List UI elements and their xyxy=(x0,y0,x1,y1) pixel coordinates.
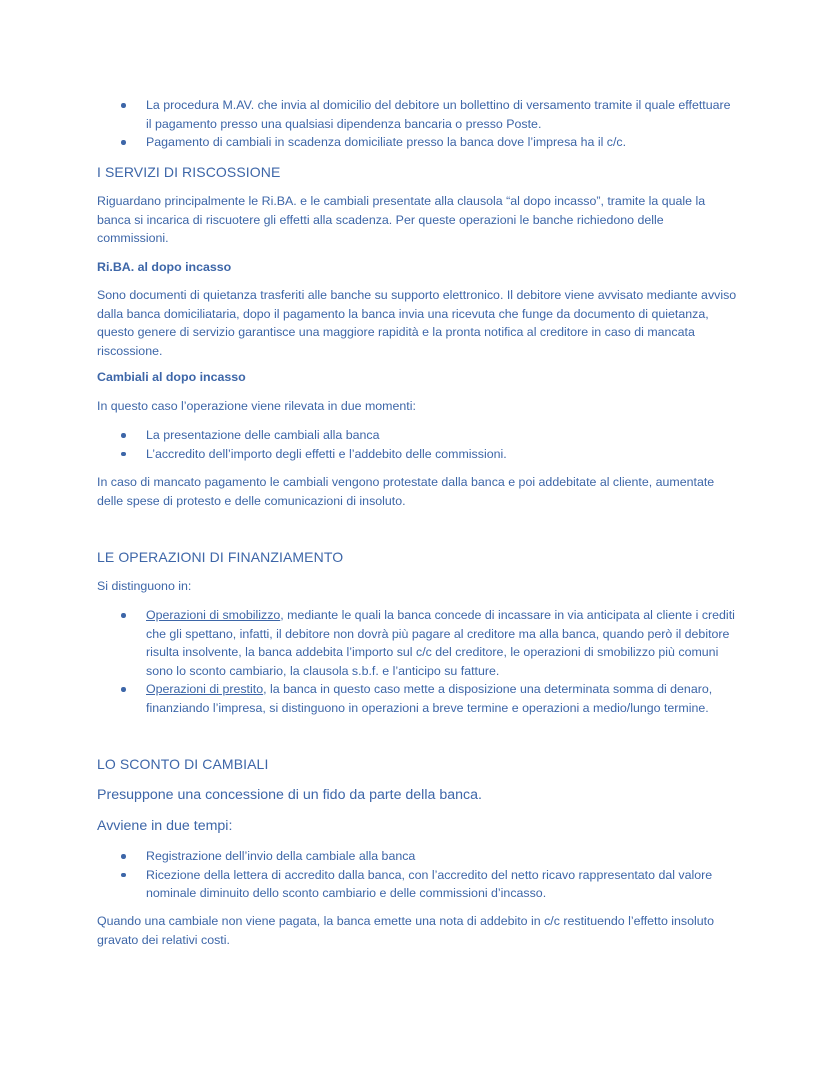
list-item: Pagamento di cambiali in scadenza domiciliate presso la banca dove l’impresa ha il c/c. xyxy=(146,133,736,152)
term-prestito: Operazioni di prestito xyxy=(146,682,264,697)
item-text: , mediante le quali la banca concede di incassare in via anticipata al cliente i crediti che gli spettano, infatti, il debitore non dovrà più pagare al creditore ma alla banca, quando però il debitore risulta insolvente, la banca addebita l’importo sul c/c del creditore, le operazioni di smobilizzo più comuni sono lo sconto cambiario, la clausola s.b.f. e l’anticipo su fatture. xyxy=(146,608,735,678)
item-text: , la banca in questo caso mette a disposizione una determinata somma di denaro, finanziando l’impresa, si distinguono in operazioni a breve termine e operazioni a medio/lungo termine. xyxy=(146,682,713,715)
section-heading-sconto: LO SCONTO DI CAMBIALI xyxy=(97,756,269,772)
list-item: L’accredito dell’importo degli effetti e l’addebito delle commissioni. xyxy=(146,445,736,464)
cambiali-bullet-list xyxy=(146,426,736,463)
finanziamento-intro-paragraph: Si distinguono in: xyxy=(97,579,192,593)
cambiali-outro-paragraph: In caso di mancato pagamento le cambiali vengono protestate dalla banca e poi addebitate al cliente, aumentate delle spese di protesto e delle comunicazioni di insoluto. xyxy=(97,475,715,508)
riba-paragraph: Sono documenti di quietanza trasferiti alle banche su supporto elettronico. Il debitore viene avvisato mediante avviso dalla banca domiciliataria, dopo il pagamento la banca invia una ricevuta che funge da documento di quietanza, questo genere di servizio garantisce una maggiore rapidità e la pronta notifica al creditore in caso di mancata riscossione. xyxy=(97,288,737,358)
cambiali-intro-paragraph: In questo caso l’operazione viene rilevata in due momenti: xyxy=(97,399,416,413)
intro-bullet-list xyxy=(146,96,736,152)
list-item: Ricezione della lettera di accredito dalla banca, con l’accredito del netto ricavo rappresentato dal valore nominale diminuito dello sconto cambiario e delle commissioni d’incasso. xyxy=(146,866,736,903)
subheading-cambiali: Cambiali al dopo incasso xyxy=(97,370,246,384)
sconto-line-2: Avviene in due tempi: xyxy=(97,818,233,834)
sconto-line-1: Presuppone una concessione di un fido da parte della banca. xyxy=(97,787,482,803)
list-item xyxy=(146,606,736,680)
finanziamento-bullet-list xyxy=(146,606,736,718)
list-item: Registrazione dell’invio della cambiale alla banca xyxy=(146,847,736,866)
section-heading-finanziamento: LE OPERAZIONI DI FINANZIAMENTO xyxy=(97,549,344,565)
sconto-bullet-list xyxy=(146,847,736,903)
section-heading-servizi: I SERVIZI DI RISCOSSIONE xyxy=(97,164,281,180)
subheading-riba: Ri.BA. al dopo incasso xyxy=(97,260,232,274)
list-item: La presentazione delle cambiali alla banca xyxy=(146,426,736,445)
sconto-outro-paragraph: Quando una cambiale non viene pagata, la banca emette una nota di addebito in c/c restituendo l’effetto insoluto gravato dei relativi costi. xyxy=(97,914,714,947)
term-smobilizzo: Operazioni di smobilizzo xyxy=(146,608,281,622)
list-item xyxy=(146,680,736,717)
servizi-intro-paragraph: Riguardano principalmente le Ri.BA. e le cambiali presentate alla clausola “al dopo incasso”, tramite la quale la banca si incarica di riscuotere gli effetti alla scadenza. Per queste operazioni le banche richiedono delle commissioni. xyxy=(97,194,706,246)
list-item: La procedura M.AV. che invia al domicilio del debitore un bollettino di versamento tramite il quale effettuare il pagamento presso una qualsiasi dipendenza bancaria o presso Poste. xyxy=(146,96,736,133)
